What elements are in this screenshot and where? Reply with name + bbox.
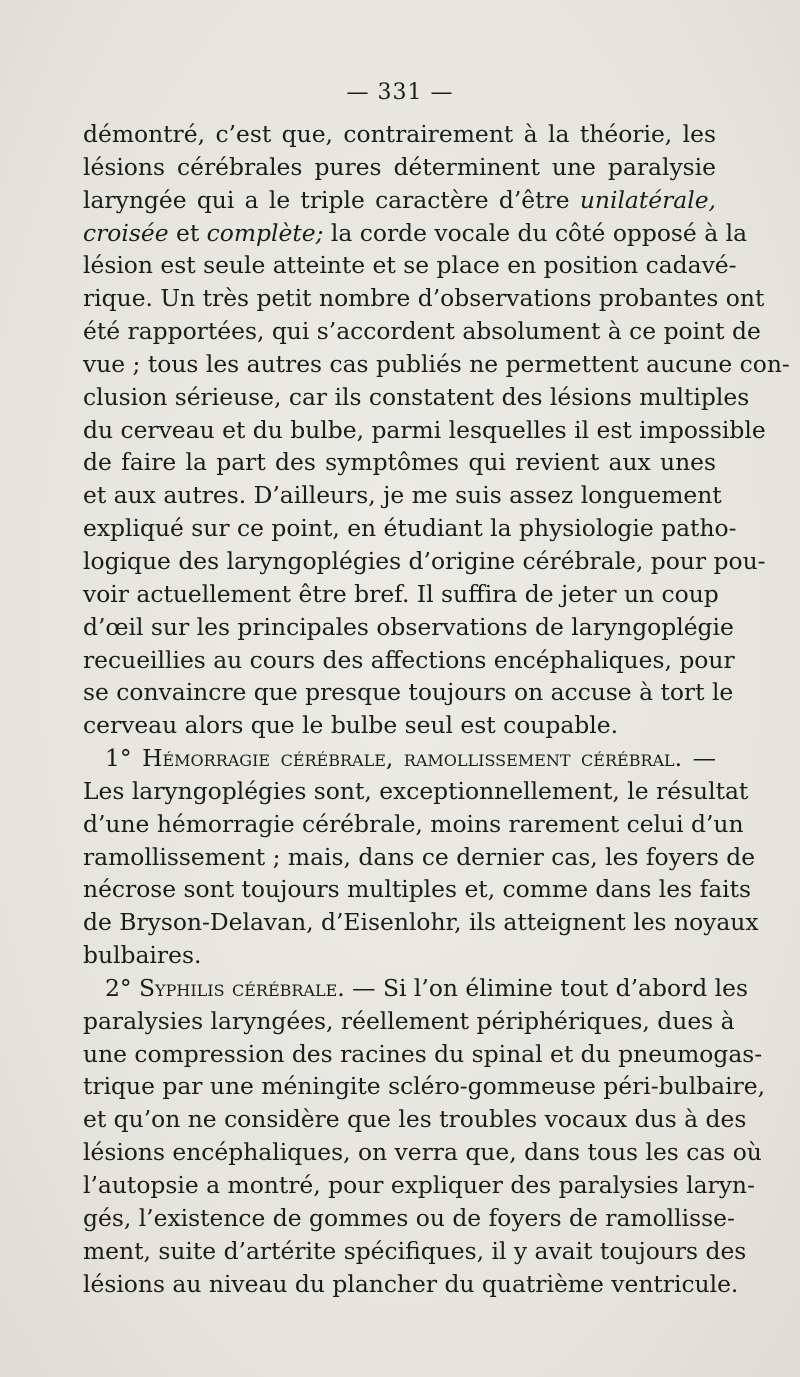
text-run: vue ; tous les autres cas publiés ne permettent aucune con- [83, 349, 790, 378]
text-line [83, 184, 716, 217]
text-run: lésions cérébrales pures déterminent une paralysie [83, 152, 716, 181]
text-line [83, 939, 716, 972]
text-run: et [168, 218, 207, 247]
text-run: été rapportées, qui s’accordent absolument à ce point de [83, 317, 761, 346]
text-line [83, 414, 766, 447]
text-line [83, 479, 722, 512]
text-line [83, 742, 716, 775]
text-run: et qu’on ne considère que les troubles vocaux dus à des [83, 1105, 747, 1134]
text-line [83, 381, 750, 414]
text-run: voir actuellement être bref. Il suffira de jeter un coup [83, 579, 719, 608]
text-run: recueillies au cours des affections encéphaliques, pour [83, 645, 735, 674]
text-line [83, 249, 737, 282]
text-run: — [682, 744, 717, 773]
italic-run: croisée [83, 218, 169, 247]
body-text [83, 118, 790, 1300]
text-run: ramollissement ; mais, dans ce dernier cas, les foyers de [83, 842, 756, 871]
text-run: ment, suite d’artérite spécifiques, il y avait toujours des [83, 1236, 747, 1265]
text-line [83, 578, 719, 611]
text-line [83, 1268, 739, 1301]
text-line [83, 808, 744, 841]
text-run: lésion est seule atteinte et se place en position cadavé- [83, 251, 737, 280]
text-run: du cerveau et du bulbe, parmi lesquelles il est impossible [83, 415, 766, 444]
text-line [83, 446, 716, 479]
text-line [83, 676, 734, 709]
text-run: d’œil sur les principales observations de laryngoplégie [83, 612, 734, 641]
text-run: lésions encéphaliques, on verra que, dans tous les cas où [83, 1138, 762, 1167]
text-line [83, 1005, 735, 1038]
text-run: trique par une méningite scléro-gommeuse péri-bulbaire, [83, 1072, 766, 1101]
text-line [83, 1136, 762, 1169]
text-line [83, 1103, 747, 1136]
text-line [83, 1038, 763, 1071]
text-run: la corde vocale du côté opposé à la [323, 218, 748, 247]
text-run: et aux autres. D’ailleurs, je me suis assez longuement [83, 481, 722, 510]
text-line [83, 873, 752, 906]
text-line [83, 512, 737, 545]
text-run: cerveau alors que le bulbe seul est coupable. [83, 711, 619, 740]
text-run: lésions au niveau du plancher du quatrième ventricule. [83, 1269, 739, 1298]
text-run: clusion sérieuse, car ils constatent des lésions multiples [83, 382, 750, 411]
text-run: logique des laryngoplégies d’origine cérébrale, pour pou- [83, 546, 766, 575]
text-run: paralysies laryngées, réellement périphériques, dues à [83, 1006, 735, 1035]
text-line [83, 644, 735, 677]
text-run: 2° [105, 973, 140, 1002]
text-line [83, 1070, 766, 1103]
text-run: se convaincre que presque toujours on accuse à tort le [83, 678, 734, 707]
text-line [83, 1235, 747, 1268]
text-line [83, 118, 716, 151]
text-run: rique. Un très petit nombre d’observations probantes ont [83, 284, 765, 313]
text-run: de Bryson-Delavan, d’Eisenlohr, ils atteignent les noyaux [83, 908, 759, 937]
text-line [83, 217, 748, 250]
text-run: d’une hémorragie cérébrale, moins rarement celui d’un [83, 809, 744, 838]
text-line [83, 1202, 735, 1235]
text-line [83, 1169, 755, 1202]
text-line [83, 348, 790, 381]
text-run: laryngée qui a le triple caractère d’être [83, 185, 580, 214]
text-run: l’autopsie a montré, pour expliquer des paralysies laryn- [83, 1171, 755, 1199]
text-line [83, 282, 765, 315]
text-line [83, 315, 761, 348]
italic-run: complète; [206, 218, 324, 247]
text-run: Les laryngoplégies sont, exceptionnellement, le résultat [83, 776, 749, 805]
text-run: de faire la part des symptômes qui revient aux unes [83, 448, 716, 477]
text-line [83, 545, 766, 578]
text-line [83, 775, 749, 808]
text-run: 1° [105, 744, 143, 773]
text-run: une compression des racines du spinal et du pneumogas- [83, 1039, 763, 1068]
text-run: démontré, c’est que, contrairement à la théorie, les [83, 120, 716, 148]
text-run: expliqué sur ce point, en étudiant la physiologie patho- [83, 514, 737, 543]
text-line [83, 906, 759, 939]
text-run: bulbaires. [83, 941, 202, 970]
text-run: gés, l’existence de gommes ou de foyers de ramollisse- [83, 1203, 735, 1232]
page-number: — 331 — [346, 80, 454, 105]
text-line [83, 151, 716, 184]
text-line [83, 972, 748, 1005]
text-run: — Si l’on élimine tout d’abord les [344, 973, 748, 1002]
section-heading: Syphilis cérébrale. [139, 973, 345, 1002]
italic-run: unilatérale, [579, 185, 716, 214]
text-line [83, 841, 756, 874]
section-heading: Hémorragie cérébrale, ramollissement cérébral. [142, 744, 683, 773]
text-line [83, 611, 734, 644]
text-line [83, 709, 716, 742]
text-run: nécrose sont toujours multiples et, comme dans les faits [83, 875, 752, 904]
